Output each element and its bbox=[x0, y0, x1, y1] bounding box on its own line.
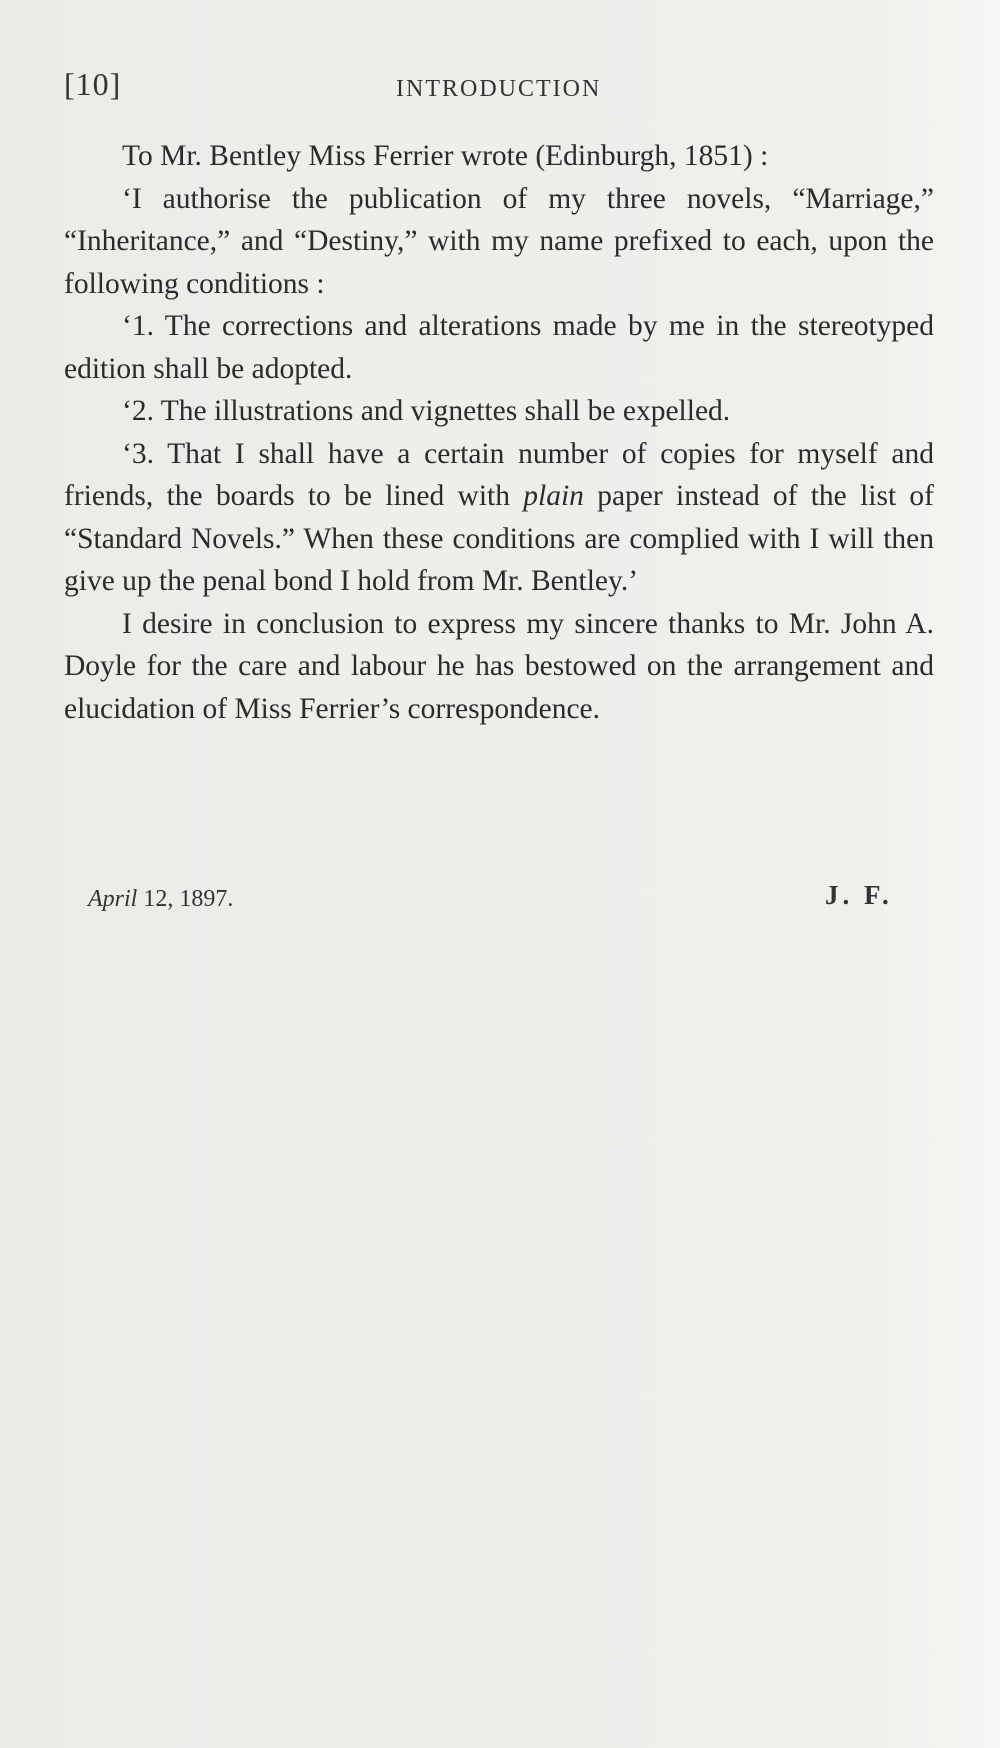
page-number: [10] bbox=[64, 66, 122, 102]
signoff-date: April 12, 1897. bbox=[88, 886, 234, 912]
date-month: April bbox=[88, 886, 138, 912]
paragraph-intro: To Mr. Bentley Miss Ferrier wrote (Edinburgh, 1851) : bbox=[122, 140, 769, 172]
paragraph-condition-1: ‘1. The corrections and alterations made by me in the stereotyped edition shall be adopted. bbox=[64, 310, 934, 385]
running-head: INTRODUCTION bbox=[396, 76, 602, 102]
body-text bbox=[64, 135, 934, 730]
signoff-initials: J. F. bbox=[825, 880, 893, 910]
paragraph-letter-opening: ‘I authorise the publication of my three novels, “Marriage,” “Inheritance,” and “Destiny,” with my name prefixed to each, upon the following conditions : bbox=[64, 182, 934, 300]
paragraph-condition-3: ‘3. That I shall have a certain number of copies for myself and friends, the boards to be lined with plain paper instead of the list of “Standard Novels.” When these conditions are complied with I will then give up the penal bond I hold from Mr. Bentley.’ bbox=[64, 437, 935, 597]
paragraph-condition-2: ‘2. The illustrations and vignettes shall be expelled. bbox=[122, 395, 731, 427]
italic-plain: plain bbox=[523, 480, 584, 512]
paragraph-thanks: I desire in conclusion to express my sincere thanks to Mr. John A. Doyle for the care and labour he has bestowed on the arrangement and elucidation of Miss Ferrier’s correspondence. bbox=[64, 607, 934, 725]
